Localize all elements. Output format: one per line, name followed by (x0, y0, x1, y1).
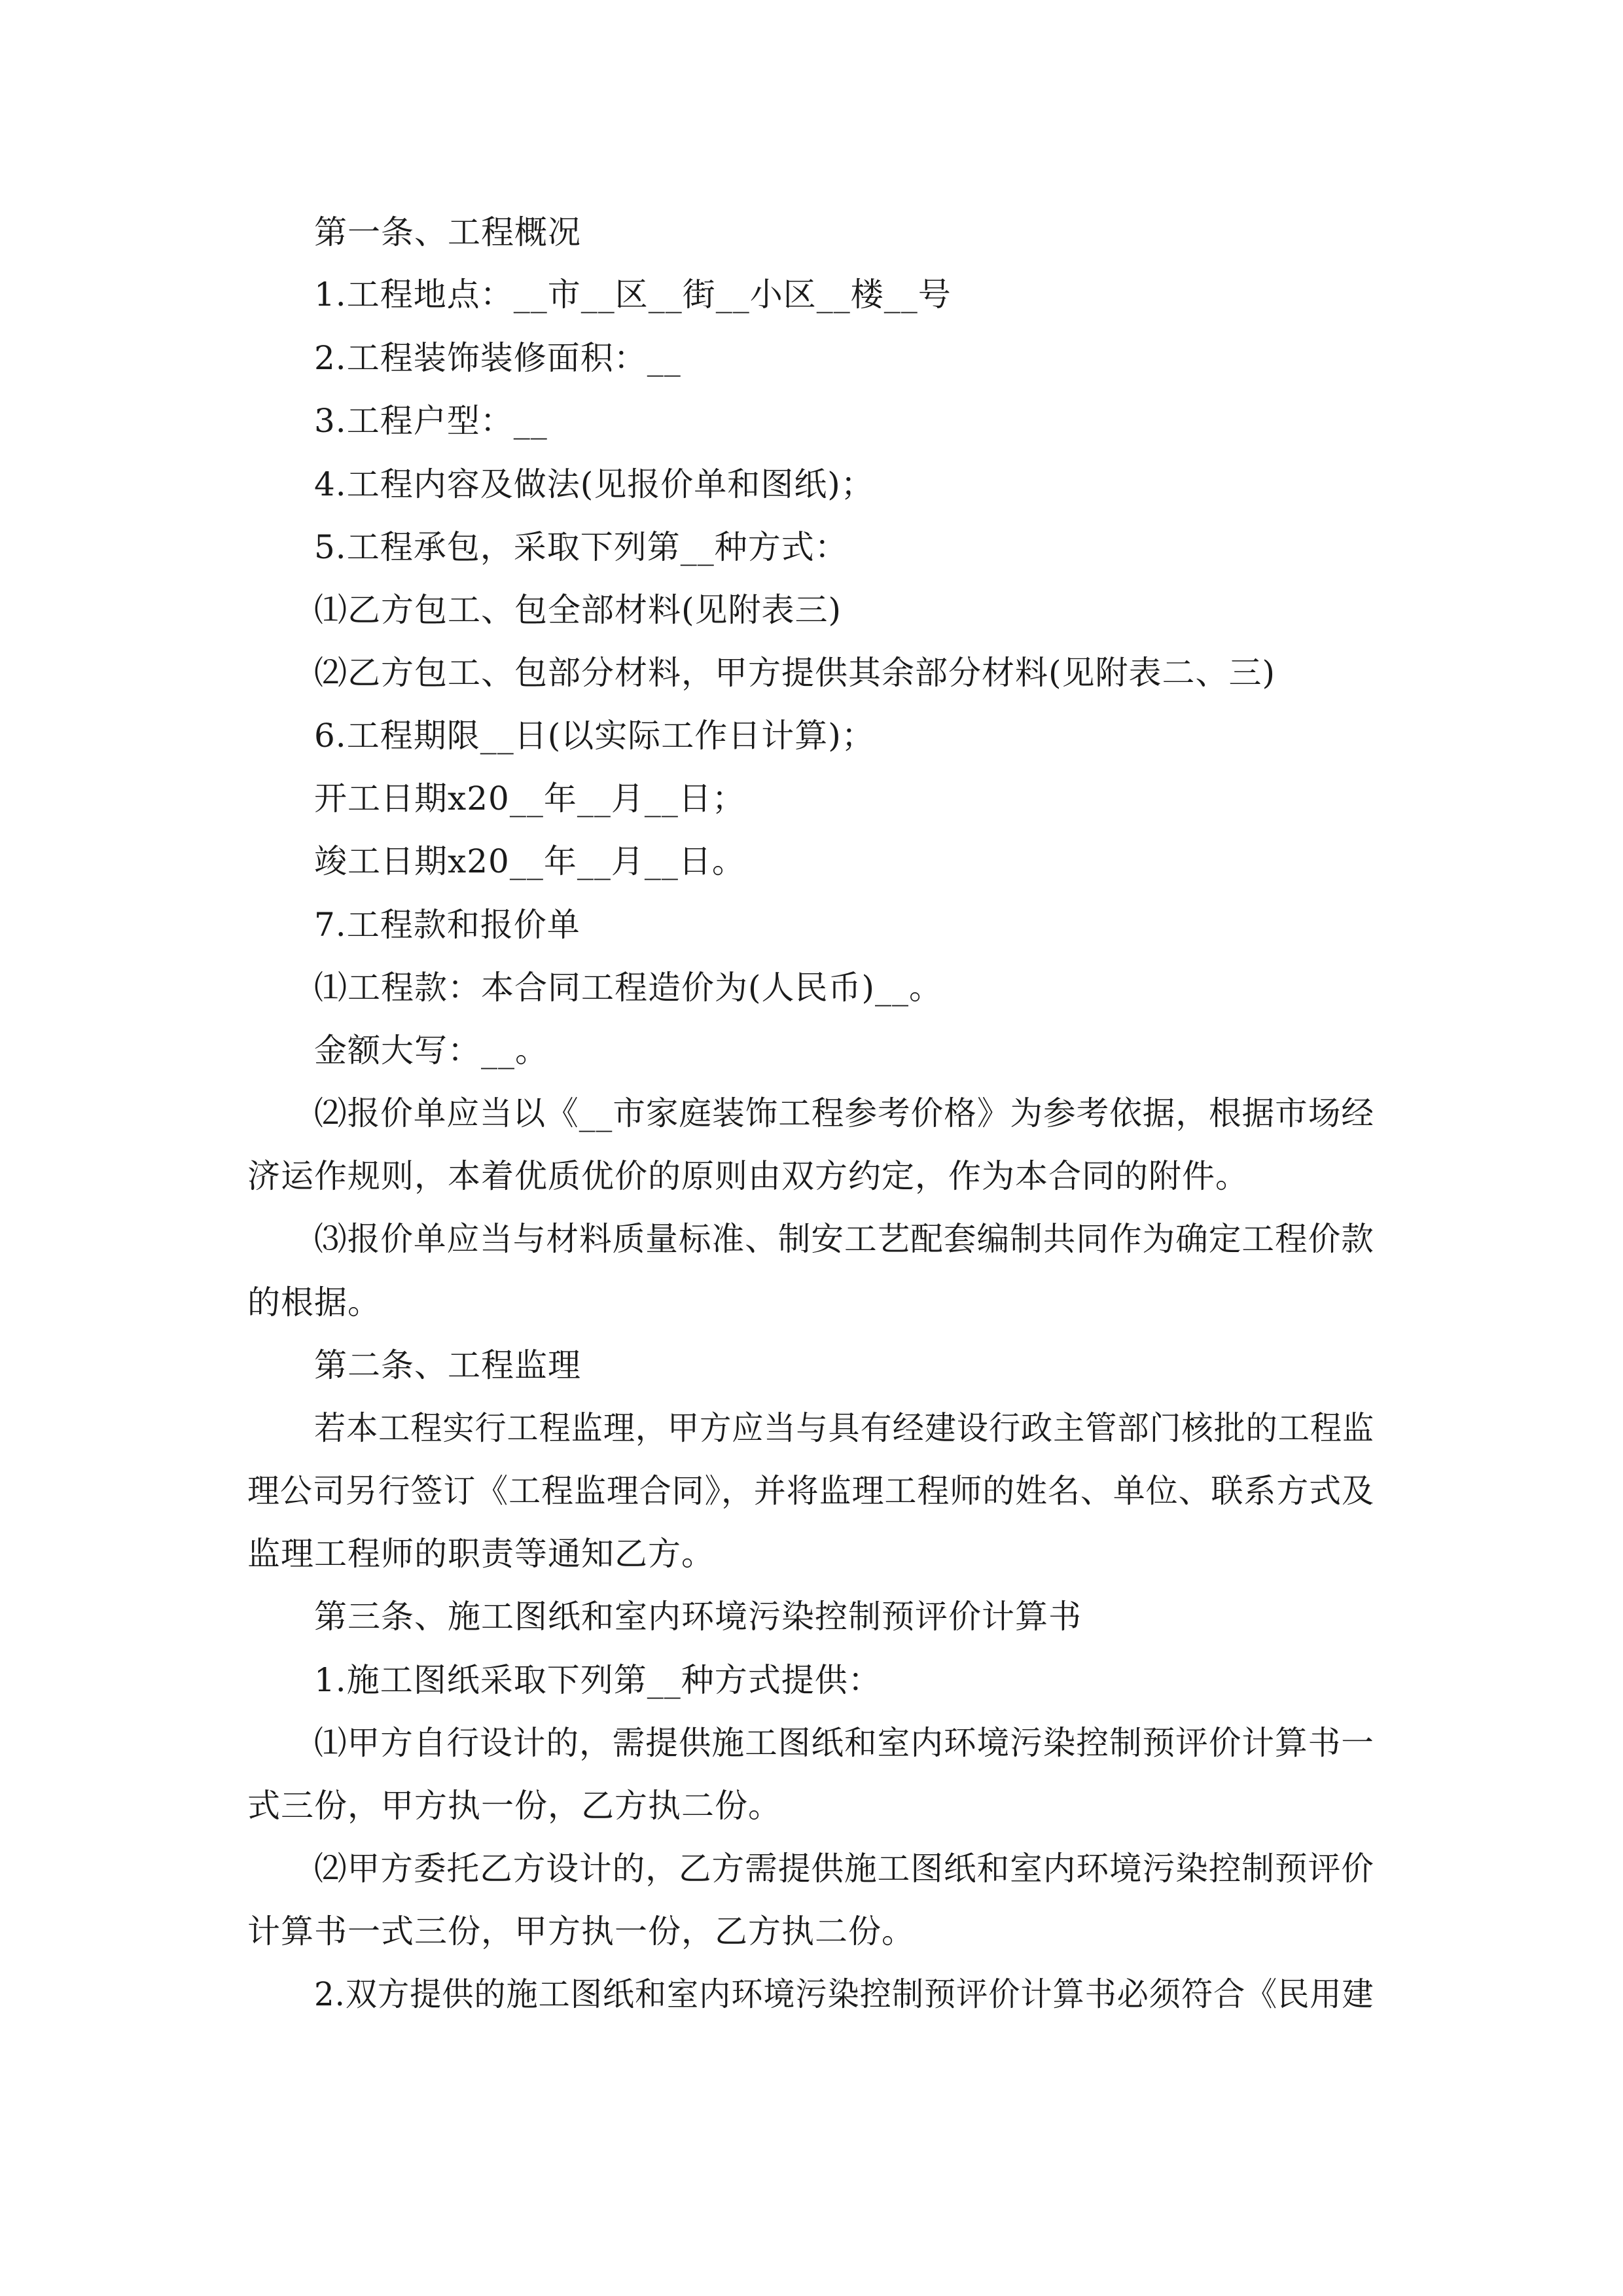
start-date-line: 开工日期x20__年__月__日； (314, 780, 745, 817)
project-duration-line: 6.工程期限__日(以实际工作日计算)； (314, 717, 875, 755)
payment-heading-line: 7.工程款和报价单 (314, 906, 580, 944)
contract-price-line: ⑴工程款：本合同工程造价为(人民币)__。 (314, 969, 943, 1007)
house-type-line: 3.工程户型：__ (314, 402, 548, 440)
self-design-line: ⑴甲方自行设计的，需提供施工图纸和室内环境污染控制预评价计算书一 (314, 1724, 1374, 1762)
completion-date-line: 竣工日期x20__年__月__日。 (314, 842, 745, 880)
compliance-line: 2.双方提供的施工图纸和室内环境污染控制预评价计算书必须符合《民用建 (314, 1975, 1374, 2013)
project-location-line: 1.工程地点：__市__区__街__小区__楼__号 (314, 276, 952, 314)
commissioned-design-line: ⑵甲方委托乙方设计的，乙方需提供施工图纸和室内环境污染控制预评价 (314, 1850, 1374, 1888)
decoration-area-line: 2.工程装饰装修面积：__ (314, 339, 681, 377)
quotation-standard-line: ⑶报价单应当与材料质量标准、制安工艺配套编制共同作为确定工程价款 (314, 1220, 1374, 1258)
quotation-basis-continuation: 济运作规则，本着优质优价的原则由双方约定，作为本合同的附件。 (247, 1157, 1249, 1195)
supervision-paragraph-line-3: 监理工程师的职责等通知乙方。 (247, 1535, 715, 1573)
amount-in-words-line: 金额大写：__。 (314, 1031, 548, 1069)
commissioned-design-continuation: 计算书一式三份，甲方执一份，乙方执二份。 (247, 1912, 915, 1950)
quotation-standard-continuation: 的根据。 (247, 1283, 381, 1321)
quotation-basis-line: ⑵报价单应当以《__市家庭装饰工程参考价格》为参考依据，根据市场经 (314, 1094, 1374, 1132)
drawing-provision-line: 1.施工图纸采取下列第__种方式提供： (314, 1661, 882, 1699)
article-2-heading: 第二条、工程监理 (314, 1346, 581, 1384)
supervision-paragraph-line-2: 理公司另行签订《工程监理合同》，并将监理工程师的姓名、单位、联系方式及 (247, 1472, 1374, 1510)
article-3-heading: 第三条、施工图纸和室内环境污染控制预评价计算书 (314, 1598, 1082, 1636)
supervision-paragraph-line-1: 若本工程实行工程监理，甲方应当与具有经建设行政主管部门核批的工程监 (314, 1409, 1375, 1447)
self-design-continuation: 式三份，甲方执一份，乙方执二份。 (247, 1787, 781, 1825)
contracting-method-line: 5.工程承包，采取下列第__种方式： (314, 528, 848, 566)
work-content-line: 4.工程内容及做法(见报价单和图纸)； (314, 465, 874, 503)
option-2-line: ⑵乙方包工、包部分材料，甲方提供其余部分材料(见附表二、三) (314, 654, 1276, 692)
option-1-line: ⑴乙方包工、包全部材料(见附表三) (314, 591, 842, 629)
article-1-heading: 第一条、工程概况 (314, 213, 581, 251)
